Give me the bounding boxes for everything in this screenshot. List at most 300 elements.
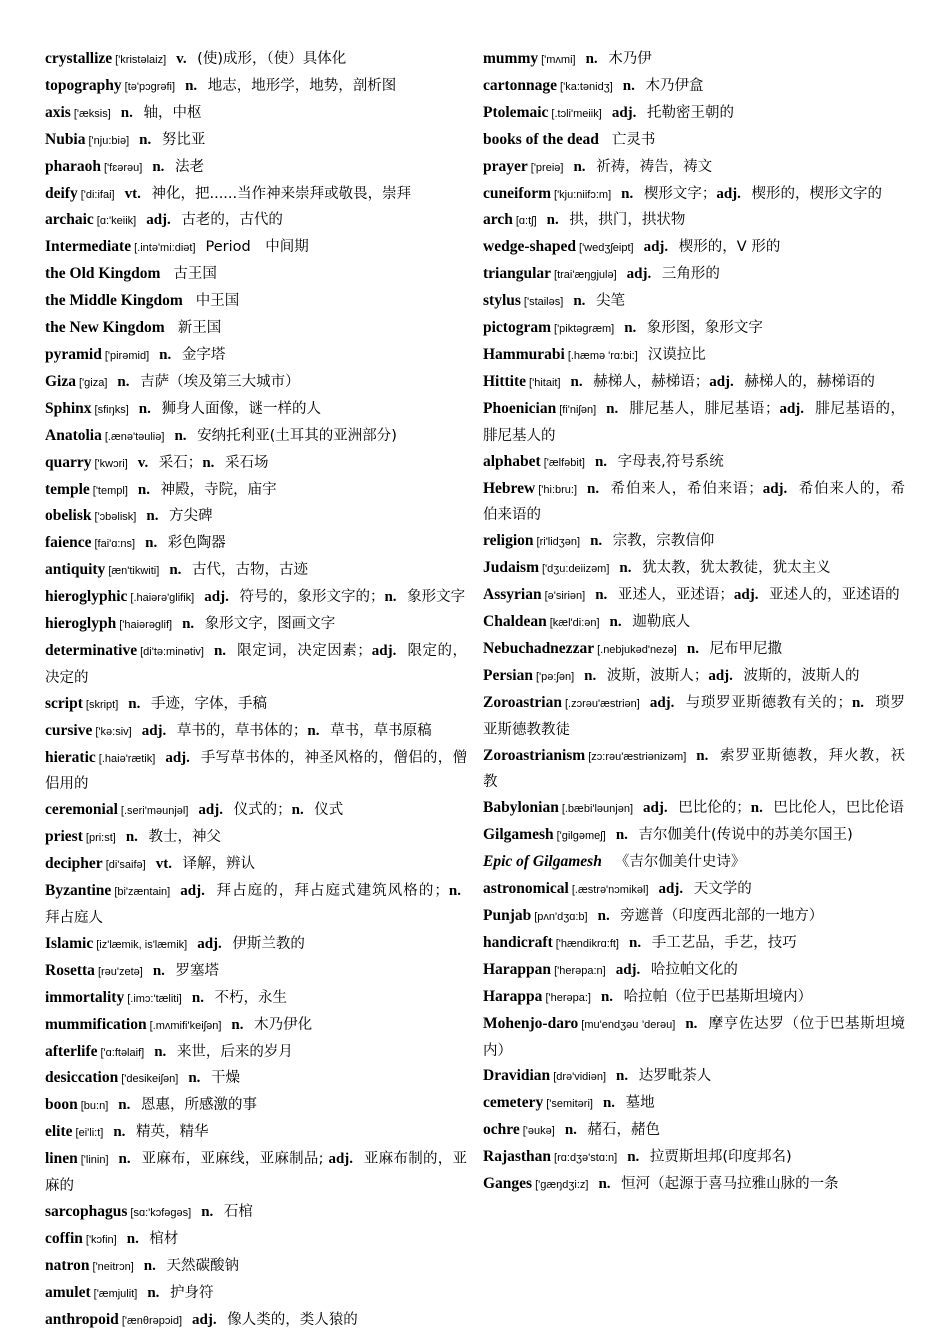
vocab-entry xyxy=(45,234,467,261)
headword: decipher xyxy=(45,855,103,873)
headword: Zoroastrian xyxy=(483,693,562,711)
definition: n. 护身符 xyxy=(147,1284,214,1301)
definition: n. 楔形文字；adj. 楔形的，楔形文字的 xyxy=(621,185,883,202)
phonetic: [pri:st] xyxy=(85,832,116,845)
definition: 古王国 xyxy=(173,266,217,283)
definition: 中王国 xyxy=(195,293,240,310)
phonetic: ['piktəgræm] xyxy=(554,323,615,336)
vocab-entry xyxy=(45,878,467,931)
headword: books of the dead xyxy=(483,130,599,148)
definition: 《吉尔伽美什史诗》 xyxy=(614,854,746,871)
vocab-entry xyxy=(483,342,905,369)
vocab-entry xyxy=(483,181,905,208)
definition: adj. 天文学的 xyxy=(658,881,752,898)
definition: n. 干燥 xyxy=(188,1070,241,1087)
definition: n. 神殿，寺院，庙宇 xyxy=(137,481,277,498)
phonetic: ['gilgəmeʃ] xyxy=(556,830,606,843)
phonetic: [.tɔli'meiik] xyxy=(551,107,602,120)
headword: Punjab xyxy=(483,907,532,924)
left-column xyxy=(45,46,467,1334)
phonetic: [fi'niʃən] xyxy=(559,403,597,416)
phonetic: [tə'pɔgrəfi] xyxy=(124,80,176,93)
headword: faience xyxy=(45,534,92,552)
headword: immortality xyxy=(45,988,125,1006)
definition: n. 墓地 xyxy=(602,1095,655,1112)
definition: adj. 符号的，象形文字的；n. 象形文字 xyxy=(204,589,466,606)
right-column xyxy=(483,46,905,1198)
headword: anthropoid xyxy=(45,1310,119,1328)
definition: n. 石棺 xyxy=(201,1203,253,1220)
vocab-entry xyxy=(45,797,467,824)
definition: n. 彩色陶器 xyxy=(145,535,226,552)
vocab-entry xyxy=(483,609,905,636)
definition: n. 法老 xyxy=(152,158,205,175)
vocab-entry xyxy=(45,1119,467,1146)
headword: temple xyxy=(45,480,90,498)
definition: n. 迦勒底人 xyxy=(609,614,691,631)
phonetic: [zɔ:rəu'æstriənizəm] xyxy=(588,750,687,763)
headword: elite xyxy=(45,1123,73,1141)
definition: adj. 仪式的；n. 仪式 xyxy=(198,802,344,819)
headword: Hammurabi xyxy=(483,345,565,363)
definition: n. 宗教，宗教信仰 xyxy=(590,533,715,550)
phonetic: ['əukə] xyxy=(522,1125,555,1138)
phonetic: [ɑ:'keiik] xyxy=(96,215,137,228)
definition: v. 采石；n. 采石场 xyxy=(137,454,269,471)
phonetic: [skript] xyxy=(85,698,119,711)
vocab-entry xyxy=(45,611,467,638)
definition: n. 地志，地形学，地势，剖析图 xyxy=(185,77,397,94)
headword: hieroglyphic xyxy=(45,588,128,606)
headword: Byzantine xyxy=(45,882,112,900)
vocab-entry xyxy=(45,824,467,851)
headword: boon xyxy=(45,1096,78,1114)
definition: n. 哈拉帕（位于巴基斯坦境内） xyxy=(600,988,813,1005)
headword: astronomical xyxy=(483,880,569,898)
headword: cemetery xyxy=(483,1094,544,1112)
vocab-entry xyxy=(45,985,467,1012)
vocab-entry xyxy=(45,557,467,584)
phonetic: [ɑ:tʃ] xyxy=(515,215,537,228)
headword: the Middle Kingdom xyxy=(45,292,183,310)
phonetic: ['linin] xyxy=(80,1154,109,1167)
vocab-entry xyxy=(45,718,467,745)
phonetic: [.hæmə 'rɑ:bi:] xyxy=(567,349,638,362)
vocab-entry xyxy=(45,1039,467,1066)
phonetic: ['herəpa:] xyxy=(545,991,591,1004)
headword: obelisk xyxy=(45,507,92,525)
headword: Persian xyxy=(483,666,533,684)
vocab-entry xyxy=(45,1199,467,1226)
phonetic: ['ælfəbit] xyxy=(543,456,585,469)
phonetic: [ei'li:t] xyxy=(75,1127,104,1140)
phonetic: ['neitrɔn] xyxy=(92,1260,134,1273)
vocab-entry xyxy=(45,1226,467,1253)
vocab-entry xyxy=(483,369,905,396)
phonetic: ['kristəlaiz] xyxy=(115,54,167,66)
phonetic: [di'tə:minətiv] xyxy=(140,645,204,658)
vocab-entry xyxy=(483,930,905,957)
phonetic: ['fɛərəu] xyxy=(104,161,143,174)
definition: n. 棺材 xyxy=(126,1230,179,1247)
phonetic: [sfiŋks] xyxy=(94,403,129,416)
definition: adj. 与琐罗亚斯德教有关的；n. 琐罗亚斯德教教徒 xyxy=(483,694,906,738)
vocab-entry xyxy=(45,584,467,611)
headword: Phoenician xyxy=(483,399,557,417)
headword: priest xyxy=(45,828,83,846)
phonetic: [.zɔrəu'æstriən] xyxy=(564,697,640,710)
phonetic: ['haiərəglif] xyxy=(119,619,173,632)
definition: Period 中间期 xyxy=(205,239,309,256)
headword: archaic xyxy=(45,211,94,229)
definition: n. 金字塔 xyxy=(159,346,226,363)
definition: adj. 像人类的，类人猿的 xyxy=(192,1311,358,1328)
phonetic: ['stailəs] xyxy=(523,296,564,309)
vocab-entry xyxy=(45,1012,467,1039)
definition: n. 祈祷，祷告，祷文 xyxy=(573,158,713,175)
headword: Zoroastrianism xyxy=(483,746,586,764)
vocab-entry xyxy=(45,691,467,718)
definition: n. 象形文字，图画文字 xyxy=(182,616,336,633)
phonetic: ['gæŋdʒi:z] xyxy=(535,1179,589,1192)
vocab-entry xyxy=(483,690,905,743)
headword: cuneiform xyxy=(483,184,552,202)
headword: afterlife xyxy=(45,1042,98,1060)
vocab-entry xyxy=(483,743,905,796)
headword: cartonnage xyxy=(483,76,558,94)
headword: the New Kingdom xyxy=(45,319,165,337)
vocab-entry xyxy=(483,396,905,449)
phonetic: [.nebjukəd'nezə] xyxy=(597,643,677,656)
phonetic: ['hi:bru:] xyxy=(538,483,578,496)
phonetic: ['desikeiʃən] xyxy=(121,1073,179,1086)
headword: Hittite xyxy=(483,372,527,390)
vocab-entry xyxy=(45,1092,467,1119)
vocab-entry xyxy=(45,638,467,691)
vocab-entry xyxy=(45,1146,467,1199)
vocab-entry xyxy=(483,636,905,663)
vocab-entry xyxy=(483,234,905,261)
definition: n. 古代，古物，古迹 xyxy=(169,562,309,579)
vocab-entry xyxy=(45,1253,467,1280)
vocab-entry xyxy=(45,369,467,396)
vocab-entry xyxy=(45,503,467,530)
phonetic: ['ɑ:ftəlaif] xyxy=(100,1046,145,1059)
definition: n. 尼布甲尼撒 xyxy=(686,640,783,657)
definition: n. 木乃伊化 xyxy=(231,1016,313,1033)
headword: mummy xyxy=(483,50,539,67)
vocab-entry xyxy=(483,1117,905,1144)
headword: Epic of Gilgamesh xyxy=(483,853,602,871)
definition: n. 精英，精华 xyxy=(113,1124,209,1141)
headword: Anatolia xyxy=(45,426,102,444)
definition: 亡灵书 xyxy=(611,131,656,148)
vocab-entry xyxy=(483,1171,905,1198)
phonetic: [drə'vidiən] xyxy=(553,1071,607,1084)
vocab-entry xyxy=(483,207,905,234)
headword: quarry xyxy=(45,453,92,471)
headword: Ganges xyxy=(483,1175,533,1193)
vocab-entry xyxy=(45,1280,467,1307)
headword: axis xyxy=(45,103,71,121)
phonetic: [di'saifə] xyxy=(105,859,146,872)
definition: n. 安纳托利亚(土耳其的亚洲部分) xyxy=(174,427,397,444)
phonetic: [iz'læmik, is'læmik] xyxy=(96,938,188,951)
headword: pyramid xyxy=(45,345,102,363)
headword: Babylonian xyxy=(483,799,559,817)
phonetic: ['ka:tənidʒ] xyxy=(560,80,613,93)
phonetic: [ri'lidʒən] xyxy=(536,536,581,549)
headword: hieroglyph xyxy=(45,615,117,633)
vocab-entry xyxy=(45,154,467,181)
headword: Rajasthan xyxy=(483,1148,552,1166)
vocab-entry xyxy=(483,984,905,1011)
headword: ceremonial xyxy=(45,801,118,819)
phonetic: [æn'tikwiti] xyxy=(108,565,160,578)
headword: Hebrew xyxy=(483,479,536,497)
definition: n. 赭石，赭色 xyxy=(564,1122,661,1139)
vocab-entry xyxy=(483,73,905,100)
definition: n. 摩亨佐达罗（位于巴基斯坦境内） xyxy=(483,1015,906,1059)
definition: n. 天然碳酸钠 xyxy=(143,1257,239,1274)
phonetic: [.haiə'rætik] xyxy=(98,752,156,765)
definition: n. 不朽，永生 xyxy=(191,989,288,1006)
definition: n. 来世，后来的岁月 xyxy=(154,1043,293,1060)
phonetic: ['kwɔri] xyxy=(94,457,128,470)
definition: adj. 楔形的，V 形的 xyxy=(643,239,781,256)
headword: Rosetta xyxy=(45,961,95,979)
vocab-entry xyxy=(483,555,905,582)
definition: n. 象形图，象形文字 xyxy=(624,320,763,337)
vocab-entry xyxy=(483,1063,905,1090)
vocab-entry xyxy=(483,476,905,529)
phonetic: ['herəpa:n] xyxy=(554,964,606,977)
headword: Islamic xyxy=(45,934,94,952)
phonetic: ['kə:siv] xyxy=(95,725,132,738)
definition: adj. 伊斯兰教的 xyxy=(197,935,305,952)
vocab-entry xyxy=(45,288,467,315)
vocab-entry xyxy=(483,822,905,849)
definition: n. 吉尔伽美什(传说中的苏美尔国王) xyxy=(615,827,853,844)
headword: stylus xyxy=(483,292,521,310)
headword: Mohenjo-daro xyxy=(483,1014,579,1032)
headword: religion xyxy=(483,532,534,550)
headword: linen xyxy=(45,1150,78,1168)
definition: adj. 巴比伦的；n. 巴比伦人，巴比伦语 xyxy=(643,800,904,817)
phonetic: ['semitəri] xyxy=(546,1098,593,1111)
phonetic: [bi'zæntain] xyxy=(114,886,171,899)
vocab-entry xyxy=(483,903,905,930)
headword: wedge-shaped xyxy=(483,238,577,256)
vocab-entry xyxy=(483,876,905,903)
vocab-entry xyxy=(45,450,467,477)
definition: n. 亚述人，亚述语；adj. 亚述人的，亚述语的 xyxy=(595,587,900,604)
headword: the Old Kingdom xyxy=(45,265,161,283)
phonetic: ['preiə] xyxy=(530,161,564,174)
definition: n. 赫梯人，赫梯语；adj. 赫梯人的，赫梯语的 xyxy=(570,373,875,390)
definition: n. 狮身人面像，谜一样的人 xyxy=(138,400,321,417)
headword: triangular xyxy=(483,265,552,283)
headword: deify xyxy=(45,184,78,202)
definition: n. 腓尼基人，腓尼基语；adj. 腓尼基语的，腓尼基人的 xyxy=(483,400,906,444)
headword: mummification xyxy=(45,1015,147,1033)
headword: amulet xyxy=(45,1283,91,1301)
phonetic: ['ɔbəlisk] xyxy=(94,511,137,524)
headword: Intermediate xyxy=(45,238,132,256)
vocab-entry xyxy=(483,1011,905,1064)
phonetic: [.æstrə'nɔmikəl] xyxy=(571,884,649,897)
headword: Chaldean xyxy=(483,613,547,631)
phonetic: ['wedʒʃeipt] xyxy=(579,242,634,255)
headword: Giza xyxy=(45,372,76,390)
vocab-entry xyxy=(483,1090,905,1117)
headword: determinative xyxy=(45,641,138,659)
definition: 汉谟拉比 xyxy=(647,346,706,363)
vocab-entry xyxy=(45,477,467,504)
headword: alphabet xyxy=(483,452,541,470)
headword: arch xyxy=(483,211,513,229)
definition: n. 努比亚 xyxy=(139,131,206,148)
definition: n. 字母表,符号系统 xyxy=(594,453,724,470)
definition: n. 吉萨（埃及第三大城市） xyxy=(117,373,300,390)
phonetic: [.ænə'təuliə] xyxy=(104,430,165,443)
headword: cursive xyxy=(45,721,93,739)
vocab-entry xyxy=(45,315,467,342)
headword: crystallize xyxy=(45,50,113,67)
vocab-entry xyxy=(483,154,905,181)
vocab-entry xyxy=(45,181,467,208)
definition: vt. 神化，把......当作神来崇拜或敬畏，崇拜 xyxy=(124,185,412,202)
phonetic: [.intə'mi:diət] xyxy=(134,242,196,255)
phonetic: ['giza] xyxy=(79,376,108,389)
phonetic: ['kju:niifɔ:m] xyxy=(554,188,612,201)
definition: n. 尖笔 xyxy=(573,293,626,310)
phonetic: [mu'endʒəu 'derəu] xyxy=(581,1018,676,1031)
headword: Harappan xyxy=(483,960,552,978)
headword: Nubia xyxy=(45,130,86,148)
definition: n. 罗塞塔 xyxy=(152,962,220,979)
definition: adj. 托勒密王朝的 xyxy=(611,104,735,121)
phonetic: [bu:n] xyxy=(80,1100,109,1113)
phonetic: ['ænθrəpɔid] xyxy=(121,1314,183,1327)
headword: coffin xyxy=(45,1229,83,1247)
headword: Harappa xyxy=(483,987,543,1005)
headword: script xyxy=(45,694,83,712)
vocab-entry xyxy=(45,127,467,154)
vocab-entry xyxy=(483,849,905,876)
phonetic: [sɑ:'kɔfəgəs] xyxy=(130,1206,192,1219)
definition: n. 索罗亚斯德教，拜火教，祆教 xyxy=(483,747,905,791)
headword: Assyrian xyxy=(483,586,542,604)
phonetic: [.bæbi'ləunjən] xyxy=(561,803,634,816)
phonetic: [.mʌmifi'keiʃən] xyxy=(149,1019,222,1032)
definition: adj. 手写草书体的，神圣风格的，僧侣的，僧侣用的 xyxy=(45,749,467,793)
headword: handicraft xyxy=(483,933,553,951)
phonetic: [ə'siriən] xyxy=(544,590,586,603)
headword: prayer xyxy=(483,157,528,175)
definition: adj. 三角形的 xyxy=(626,266,720,283)
definition: n. 教士，神父 xyxy=(125,829,222,846)
headword: Ptolemaic xyxy=(483,103,549,121)
vocab-entry xyxy=(45,207,467,234)
phonetic: [.imɔ:'tæliti] xyxy=(127,992,182,1005)
definition: adj. 拜占庭的，拜占庭式建筑风格的；n. 拜占庭人 xyxy=(45,883,461,926)
definition: n. 木乃伊 xyxy=(585,51,652,67)
definition: n. 限定词，决定因素；adj. 限定的，决定的 xyxy=(45,642,468,686)
phonetic: ['hændikrɑ:ft] xyxy=(555,937,619,950)
definition: adj. 哈拉帕文化的 xyxy=(615,961,738,978)
phonetic: ['pə:ʃən] xyxy=(535,670,575,683)
headword: hieratic xyxy=(45,748,96,766)
vocab-entry xyxy=(45,851,467,878)
phonetic: [kæl'di:ən] xyxy=(549,617,600,630)
headword: Dravidian xyxy=(483,1067,551,1085)
definition: n. 轴，中枢 xyxy=(120,104,202,121)
vocab-entry xyxy=(483,957,905,984)
vocab-entry xyxy=(483,663,905,690)
phonetic: ['hitait] xyxy=(529,376,561,389)
definition: n. 手工艺品，手艺，技巧 xyxy=(629,934,797,951)
headword: Gilgamesh xyxy=(483,826,554,844)
vocab-entry xyxy=(45,396,467,423)
phonetic: ['mʌmi] xyxy=(541,54,576,66)
phonetic: ['pirəmid] xyxy=(104,349,150,362)
headword: Nebuchadnezzar xyxy=(483,639,595,657)
vocab-entry xyxy=(45,958,467,985)
vocab-entry xyxy=(45,73,467,100)
headword: Sphinx xyxy=(45,399,92,417)
vocab-entry xyxy=(483,1144,905,1171)
phonetic: [trai'æŋgjulə] xyxy=(554,269,617,282)
definition: adj. 草书的，草书体的；n. 草书，草书原稿 xyxy=(141,722,432,739)
definition: n. 犹太教，犹太教徒，犹太主义 xyxy=(619,560,831,577)
vocab-entry xyxy=(45,1065,467,1092)
vocab-entry xyxy=(483,528,905,555)
headword: pictogram xyxy=(483,319,552,337)
vocab-entry xyxy=(483,288,905,315)
definition: n. 希伯来人，希伯来语；adj. 希伯来人的，希伯来语的 xyxy=(483,480,906,524)
phonetic: [rəu'zetə] xyxy=(97,965,143,978)
headword: antiquity xyxy=(45,561,106,579)
vocab-entry xyxy=(45,530,467,557)
vocab-entry xyxy=(45,1307,467,1334)
headword: ochre xyxy=(483,1121,520,1139)
definition: n. 恒河（起源于喜马拉雅山脉的一条 xyxy=(598,1176,839,1193)
definition: 新王国 xyxy=(177,320,222,337)
vocab-entry xyxy=(483,261,905,288)
phonetic: [.haiərə'glifik] xyxy=(130,592,195,605)
definition: n. 波斯，波斯人；adj. 波斯的，波斯人的 xyxy=(584,667,860,684)
vocab-entry xyxy=(483,449,905,476)
definition: n. 旁遮普（印度西北部的一地方） xyxy=(597,908,824,924)
headword: topography xyxy=(45,76,122,94)
headword: desiccation xyxy=(45,1069,119,1087)
phonetic: ['dʒu:deiizəm] xyxy=(542,563,610,576)
headword: sarcophagus xyxy=(45,1202,128,1220)
phonetic: [rɑ:dʒə'stɑ:n] xyxy=(554,1152,618,1165)
vocab-entry xyxy=(45,423,467,450)
vocab-entry xyxy=(483,795,905,822)
vocab-entry xyxy=(483,46,905,73)
phonetic: ['æksis] xyxy=(73,107,111,120)
definition: n. 拉贾斯坦邦(印度邦名) xyxy=(627,1149,792,1166)
phonetic: [fai'ɑ:ns] xyxy=(94,538,136,551)
vocab-entry xyxy=(483,100,905,127)
phonetic: [.seri'məunjəl] xyxy=(120,805,189,818)
definition: n. 手迹，字体，手稿 xyxy=(128,695,267,712)
definition: v. (使)成形，（使）具体化 xyxy=(176,51,347,67)
phonetic: ['æmjulit] xyxy=(93,1287,138,1300)
